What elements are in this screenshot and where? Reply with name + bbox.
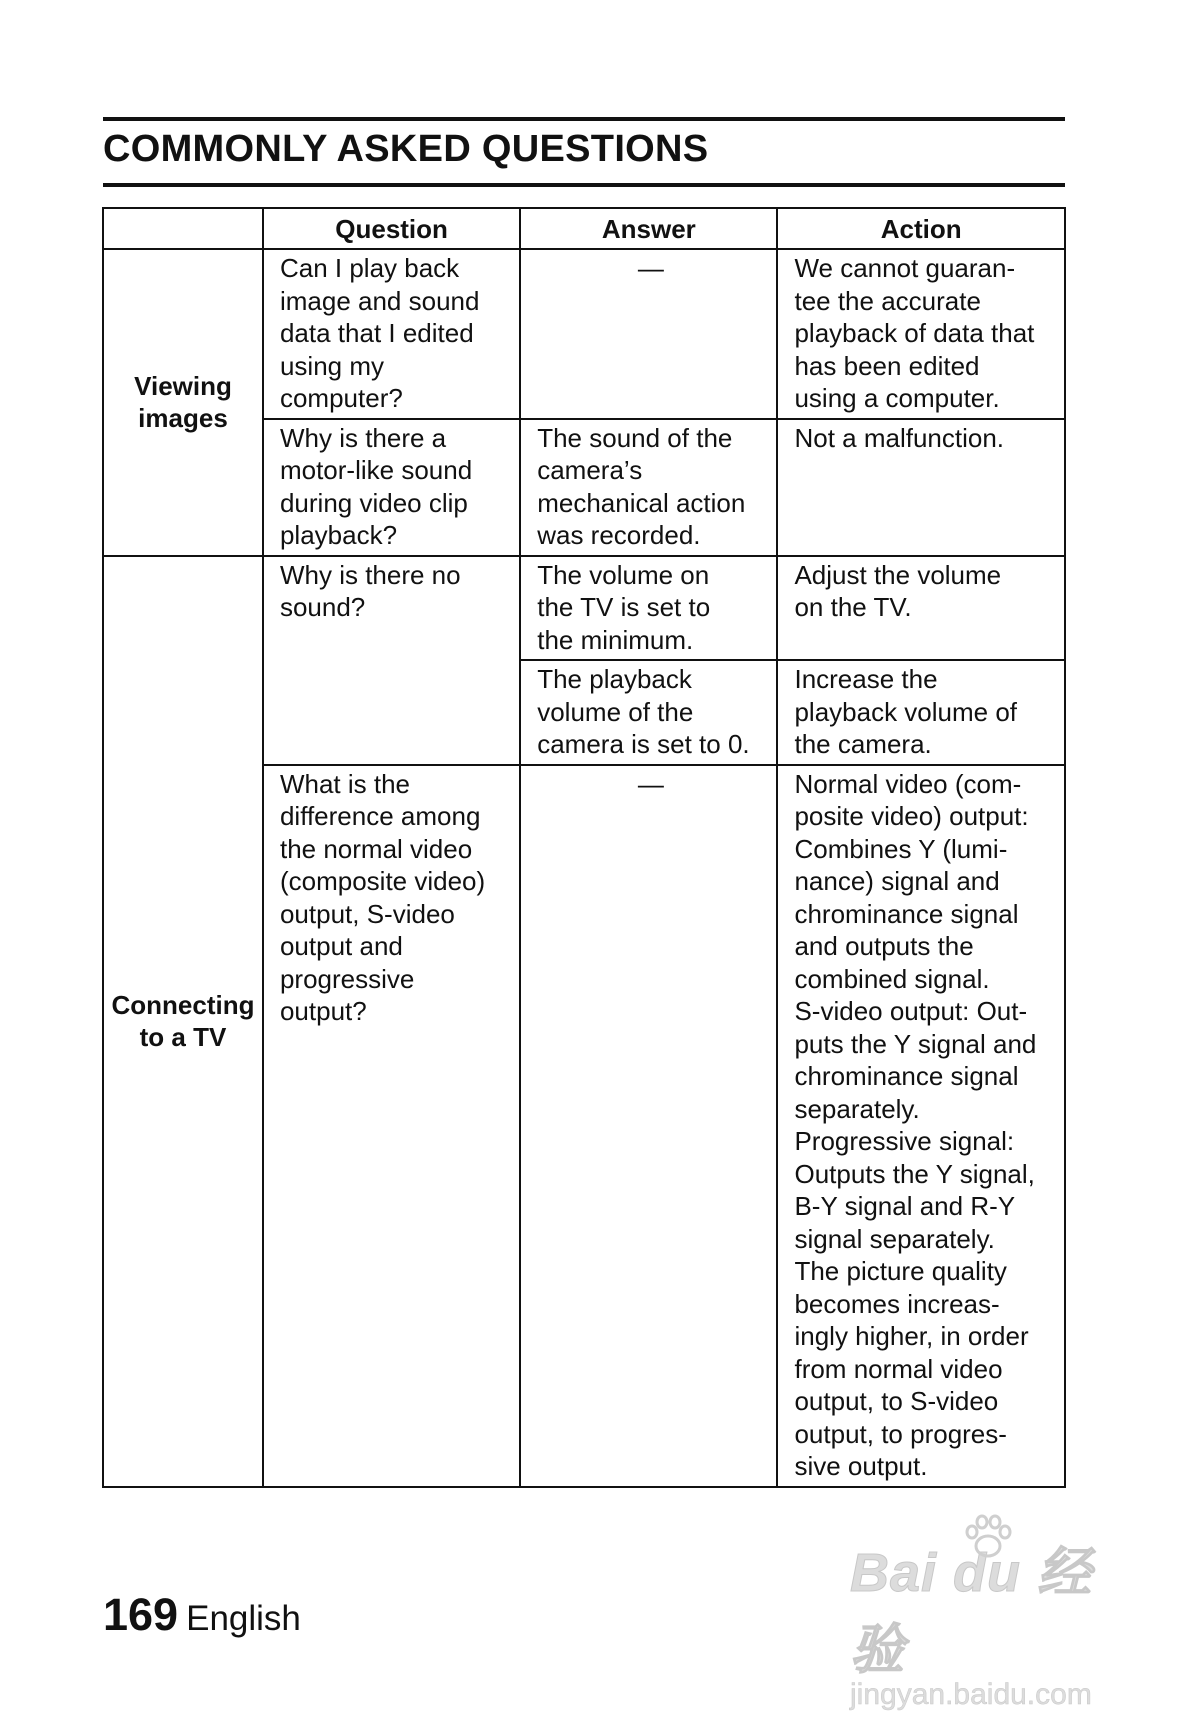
page-title: COMMONLY ASKED QUESTIONS — [103, 128, 709, 170]
page-footer — [103, 1590, 301, 1644]
question-cell: What is the difference among the normal video (composite video) output, S-video output and progressive output? — [263, 765, 520, 1487]
action-cell: Adjust the volume on the TV. — [777, 556, 1065, 661]
answer-cell: The sound of the camera’s mechanical action was recorded. — [520, 419, 777, 556]
question-cell: Can I play back image and sound data that I edited using my computer? — [263, 249, 520, 419]
action-cell: We cannot guaran- tee the accurate playback of data that has been edited using a computer. — [777, 249, 1065, 419]
category-label: Viewing images — [134, 370, 232, 434]
category-label: Connecting to a TV — [111, 989, 255, 1052]
header-action: Action — [777, 208, 1065, 249]
watermark-brand: Bai du 经验 — [850, 1543, 1093, 1680]
answer-cell: — — [520, 249, 777, 419]
faq-table — [102, 207, 1066, 1488]
header-category — [103, 208, 263, 249]
action-cell: Normal video (com- posite video) output: Combines Y (lumi- nance) signal and chrominance signal and outputs the combined signal. S-video output: Out- puts the Y signal and chrominance signal separately. Progressive signal: Outputs the Y signal, B-Y signal and R-Y signal separately. The picture quality becomes increas- ingly higher, in order from normal video output, to S-video output, to progres- sive output. — [777, 765, 1065, 1487]
question-cell: Why is there a motor-like sound during video clip playback? — [263, 419, 520, 556]
answer-cell: The playback volume of the camera is set to 0. — [520, 660, 777, 765]
watermark-url: jingyan.baidu.com — [850, 1678, 1092, 1711]
page-language: English — [186, 1599, 301, 1638]
header-answer: Answer — [520, 208, 777, 249]
paw-icon — [960, 1514, 1016, 1560]
page-number: 169 — [103, 1589, 179, 1640]
table-row — [103, 556, 1065, 661]
action-cell: Not a malfunction. — [777, 419, 1065, 556]
title-rule-bottom — [103, 183, 1065, 187]
action-cell: Increase the playback volume of the camera. — [777, 660, 1065, 765]
answer-cell: The volume on the TV is set to the minimum. — [520, 556, 777, 661]
title-rule-top — [103, 117, 1065, 121]
category-viewing-images — [103, 249, 263, 556]
question-cell: Why is there no sound? — [263, 556, 520, 765]
answer-cell: — — [520, 765, 777, 1487]
header-question: Question — [263, 208, 520, 249]
table-row — [103, 249, 1065, 419]
baidu-watermark — [850, 1530, 1130, 1711]
table-header-row — [103, 208, 1065, 249]
category-connecting-tv — [103, 556, 263, 1487]
